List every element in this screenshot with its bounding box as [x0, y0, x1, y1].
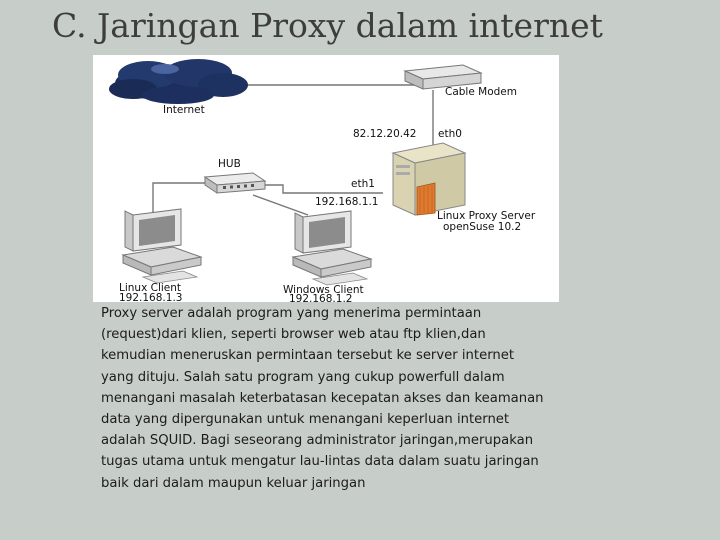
internet-label: Internet [163, 104, 205, 116]
eth1-label: eth1 [351, 178, 375, 190]
windows-client-label: Windows Client [283, 284, 364, 296]
eth1-ip-label: 192.168.1.1 [315, 196, 379, 208]
proxy-network-diagram [93, 55, 559, 302]
cloud-to-modem-line [243, 73, 423, 85]
server-os-label: openSuse 10.2 [443, 221, 522, 233]
hub-icon [205, 173, 265, 193]
hub-to-linux-client-line [153, 183, 215, 215]
hub-to-windows-client-line [253, 195, 308, 215]
linux-client-computer-icon [123, 209, 201, 283]
proxy-server-icon [393, 143, 465, 215]
hub-label: HUB [218, 158, 241, 170]
windows-client-ip-label: 192.168.1.2 [289, 293, 353, 302]
paragraph-line: menangani masalah keterbatasan kecepatan akses dan keamanan [101, 390, 544, 406]
paragraph-line: yang dituju. Salah satu program yang cukup powerfull dalam [101, 369, 505, 385]
paragraph-line: Proxy server adalah program yang menerima permintaan [101, 306, 482, 321]
paragraph-line: kemudian meneruskan permintaan tersebut ke server internet [101, 348, 515, 364]
cable-modem-label: Cable Modem [445, 86, 517, 98]
slide-title: C. Jaringan Proxy dalam internet [52, 6, 603, 45]
linux-client-label: Linux Client [119, 282, 182, 294]
diagram-canvas [93, 55, 559, 302]
paragraph-line: adalah SQUID. Bagi seseorang administrator jaringan,merupakan [101, 433, 534, 449]
internet-cloud-icon [109, 59, 248, 104]
paragraph-line: (request)dari klien, seperti browser web atau ftp klien,dan [101, 327, 486, 343]
description-paragraph [101, 303, 601, 494]
server-name-label: Linux Proxy Server [437, 210, 536, 222]
paragraph-line: data yang dipergunakan untuk menangani keperluan internet [101, 412, 510, 428]
windows-client-computer-icon [293, 211, 371, 285]
paragraph-line: baik dari dalam maupun keluar jaringan [101, 475, 366, 491]
linux-client-ip-label: 192.168.1.3 [119, 292, 183, 302]
paragraph-line: tugas utama untuk mengatur lau-lintas data dalam suatu jaringan [101, 454, 539, 470]
eth0-label: eth0 [438, 128, 462, 140]
eth0-ip-label: 82.12.20.42 [353, 128, 417, 140]
